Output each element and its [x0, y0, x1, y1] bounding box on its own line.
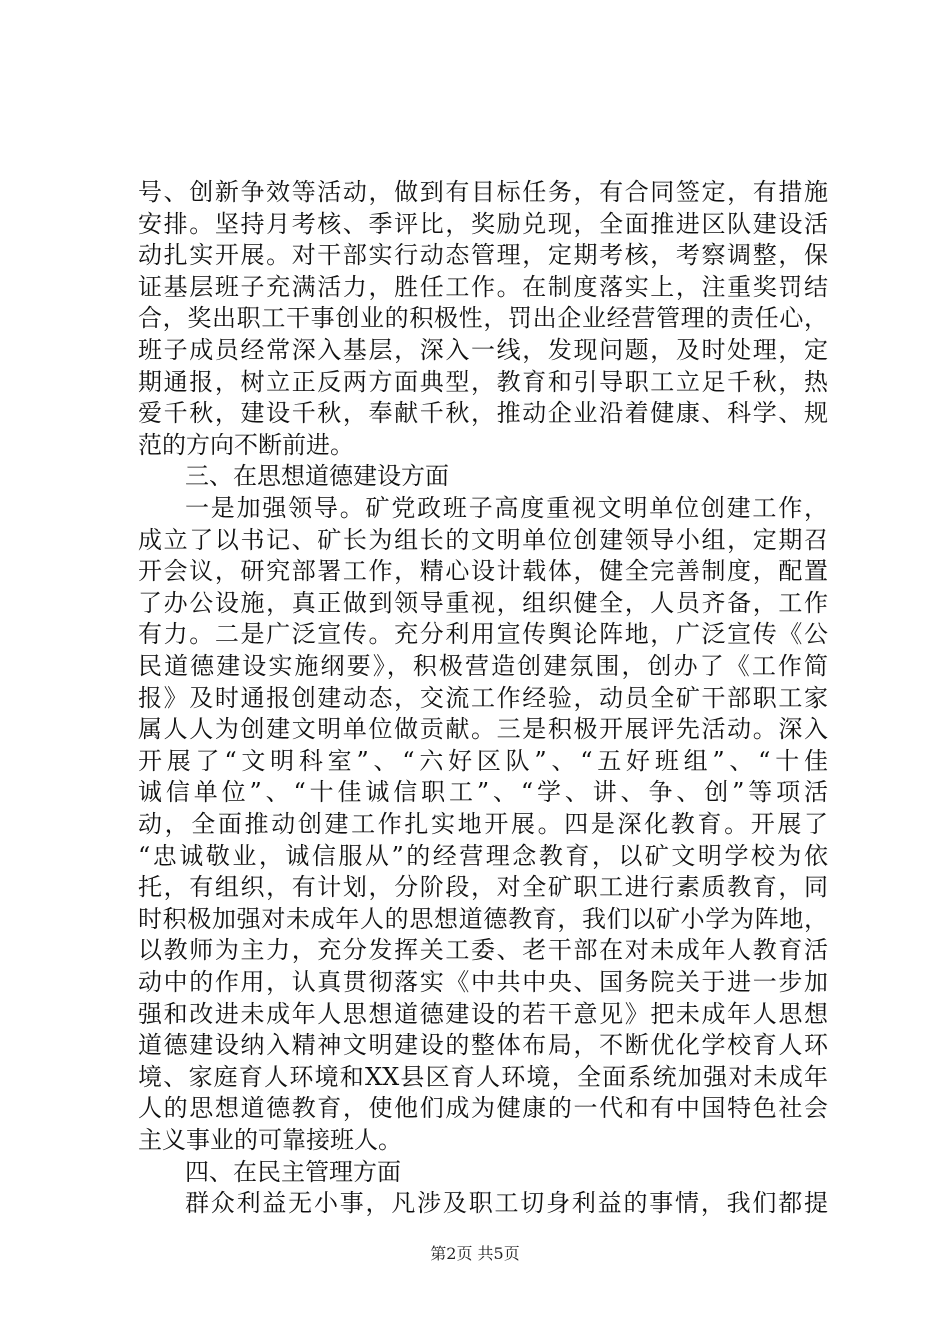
- body-text-line: 期通报，树立正反两方面典型，教育和引导职工立足千秋，热: [138, 367, 828, 396]
- body-text-line: 有力。二是广泛宣传。充分利用宣传舆论阵地，广泛宣传《公: [138, 620, 828, 649]
- body-text-line: 境、家庭育人环境和XX县区育人环境，全面系统加强对未成年: [138, 1062, 828, 1091]
- body-text-line: 号、创新争效等活动，做到有目标任务，有合同签定，有措施: [138, 178, 828, 206]
- body-text-line: 一是加强领导。矿党政班子高度重视文明单位创建工作，: [185, 494, 828, 522]
- body-text-line: 开会议，研究部署工作，精心设计载体，健全完善制度，配置: [138, 557, 828, 586]
- section-heading: 四、在民主管理方面: [185, 1157, 401, 1186]
- body-text-line: 民道德建设实施纲要》，积极营造创建氛围，创办了《工作简: [138, 652, 828, 680]
- body-text-line: 群众利益无小事，凡涉及职工切身利益的事情，我们都提: [185, 1189, 828, 1218]
- body-text-line: 主义事业的可靠接班人。: [138, 1126, 402, 1154]
- page-number-footer: 第2页 共5页: [430, 1244, 520, 1263]
- body-text-line: 安排。坚持月考核、季评比，奖励兑现，全面推进区队建设活: [138, 209, 828, 238]
- body-text-line: 证基层班子充满活力，胜任工作。在制度落实上，注重奖罚结: [138, 272, 828, 301]
- body-text-line: 动扎实开展。对干部实行动态管理，定期考核，考察调整，保: [138, 241, 828, 270]
- body-text-line: 时积极加强对未成年人的思想道德教育，我们以矿小学为阵地，: [138, 904, 828, 933]
- body-text-line: 开展了“文明科室”、“六好区队”、“五好班组”、“十佳: [138, 746, 828, 775]
- body-text-line: “忠诚敬业，诚信服从”的经营理念教育，以矿文明学校为依: [138, 841, 828, 870]
- body-text-line: 成立了以书记、矿长为组长的文明单位创建领导小组，定期召: [138, 525, 828, 554]
- body-text-line: 托，有组织，有计划，分阶段，对全矿职工进行素质教育，同: [138, 873, 828, 902]
- body-text-line: 爱千秋，建设千秋，奉献千秋，推动企业沿着健康、科学、规: [138, 399, 828, 428]
- body-text-line: 人的思想道德教育，使他们成为健康的一代和有中国特色社会: [138, 1094, 828, 1123]
- body-text-line: 强和改进未成年人思想道德建设的若干意见》把未成年人思想: [138, 999, 828, 1028]
- body-text-line: 动中的作用，认真贯彻落实《中共中央、国务院关于进一步加: [138, 968, 828, 996]
- body-text-line: 诚信单位”、“十佳诚信职工”、“学、讲、争、创”等项活: [138, 778, 828, 807]
- body-text-line: 以教师为主力，充分发挥关工委、老干部在对未成年人教育活: [138, 936, 828, 965]
- body-text-line: 报》及时通报创建动态，交流工作经验，动员全矿干部职工家: [138, 683, 828, 712]
- body-text-line: 范的方向不断前进。: [138, 430, 354, 459]
- body-text-line: 了办公设施，真正做到领导重视，组织健全，人员齐备，工作: [138, 588, 828, 617]
- body-text-line: 动，全面推动创建工作扎实地开展。四是深化教育。开展了: [138, 810, 828, 838]
- section-heading: 三、在思想道德建设方面: [185, 462, 449, 491]
- body-text-line: 合，奖出职工干事创业的积极性，罚出企业经营管理的责任心，: [138, 304, 828, 333]
- body-text-line: 道德建设纳入精神文明建设的整体布局，不断优化学校育人环: [138, 1031, 828, 1060]
- body-text-line: 班子成员经常深入基层，深入一线，发现问题，及时处理，定: [138, 336, 828, 364]
- body-text-line: 属人人为创建文明单位做贡献。三是积极开展评先活动。深入: [138, 715, 828, 744]
